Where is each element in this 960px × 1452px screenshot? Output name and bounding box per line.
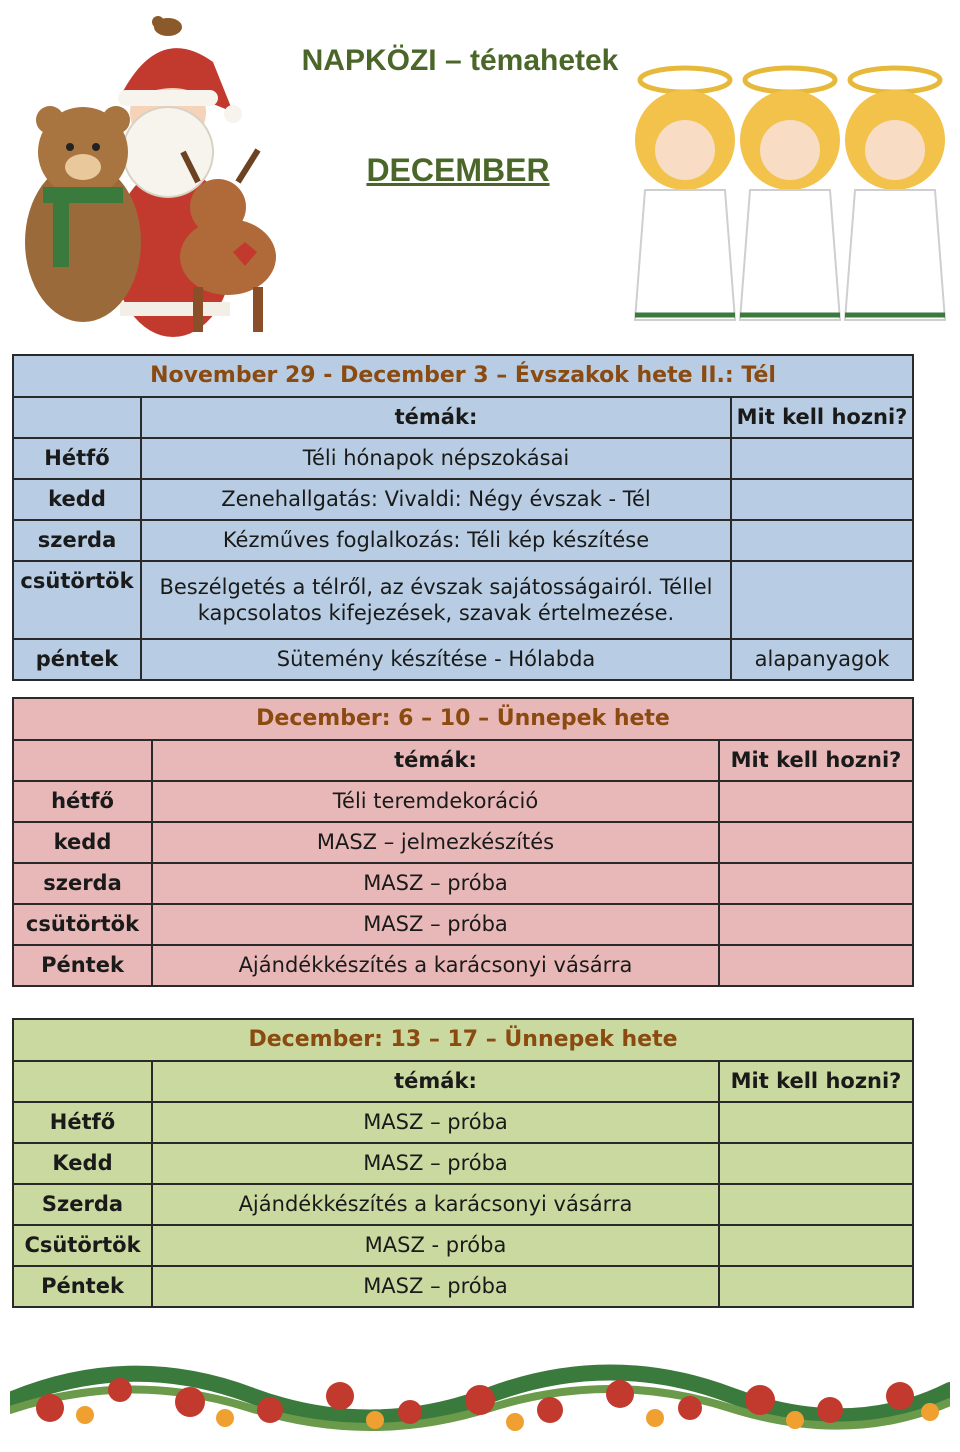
table-row — [13, 639, 913, 680]
day-cell: hétfő — [13, 781, 152, 822]
week-table-1 — [12, 354, 914, 681]
topic-cell: Téli hónapok népszokásai — [141, 438, 731, 479]
table-row — [13, 781, 913, 822]
christmas-garland-illustration — [10, 1330, 950, 1445]
bring-cell — [719, 1184, 913, 1225]
topics-header: témák: — [152, 740, 719, 781]
table-row — [13, 479, 913, 520]
bring-cell — [731, 561, 913, 639]
week-heading: December: 6 – 10 – Ünnepek hete — [13, 698, 913, 740]
week-heading: November 29 - December 3 – Évszakok hete II.: Tél — [13, 355, 913, 397]
day-cell: péntek — [13, 639, 141, 680]
topic-cell: MASZ – próba — [152, 904, 719, 945]
table-row — [13, 1143, 913, 1184]
week-heading: December: 13 – 17 – Ünnepek hete — [13, 1019, 913, 1061]
bring-cell — [719, 945, 913, 986]
week-table-2 — [12, 697, 914, 987]
table-row — [13, 945, 913, 986]
topic-cell: Sütemény készítése - Hólabda — [141, 639, 731, 680]
table-row — [13, 1102, 913, 1143]
bring-cell — [731, 479, 913, 520]
topic-cell: MASZ – jelmezkészítés — [152, 822, 719, 863]
bring-cell — [719, 1266, 913, 1307]
page-title: NAPKÖZI – témahetek — [301, 44, 619, 77]
table-cell — [13, 740, 152, 781]
bring-cell: alapanyagok — [731, 639, 913, 680]
day-cell: csütörtök — [13, 561, 141, 639]
three-angels-illustration — [625, 50, 955, 330]
bring-cell — [719, 1143, 913, 1184]
topic-cell: Ajándékkészítés a karácsonyi vásárra — [152, 945, 719, 986]
topic-cell: MASZ – próba — [152, 1143, 719, 1184]
day-cell: Kedd — [13, 1143, 152, 1184]
bring-cell — [719, 904, 913, 945]
topic-cell: Kézműves foglalkozás: Téli kép készítése — [141, 520, 731, 561]
day-cell: Hétfő — [13, 438, 141, 479]
day-cell: Péntek — [13, 1266, 152, 1307]
week-table-3 — [12, 1018, 914, 1308]
table-row — [13, 822, 913, 863]
table-row — [13, 1184, 913, 1225]
bring-header: Mit kell hozni? — [719, 740, 913, 781]
topics-header: témák: — [141, 397, 731, 438]
table-row — [13, 438, 913, 479]
topic-cell: Téli teremdekoráció — [152, 781, 719, 822]
day-cell: kedd — [13, 822, 152, 863]
topics-header: témák: — [152, 1061, 719, 1102]
topic-cell: Zenehallgatás: Vivaldi: Négy évszak - Tél — [141, 479, 731, 520]
day-cell: kedd — [13, 479, 141, 520]
bring-cell — [719, 1102, 913, 1143]
table-row — [13, 561, 913, 639]
bring-cell — [719, 863, 913, 904]
day-cell: szerda — [13, 520, 141, 561]
santa-bear-reindeer-illustration — [8, 2, 298, 347]
table-cell — [13, 1061, 152, 1102]
topic-cell: Ajándékkészítés a karácsonyi vásárra — [152, 1184, 719, 1225]
day-cell: csütörtök — [13, 904, 152, 945]
table-row — [13, 863, 913, 904]
day-cell: Hétfő — [13, 1102, 152, 1143]
bring-header: Mit kell hozni? — [719, 1061, 913, 1102]
month-heading: DECEMBER — [366, 152, 550, 188]
table-row — [13, 1266, 913, 1307]
table-row — [13, 904, 913, 945]
topic-cell: Beszélgetés a télről, az évszak sajátosságairól. Téllel kapcsolatos kifejezések, szavak értelmezése. — [141, 561, 731, 639]
day-cell: Szerda — [13, 1184, 152, 1225]
topic-cell: MASZ – próba — [152, 1266, 719, 1307]
bring-cell — [731, 520, 913, 561]
day-cell: Csütörtök — [13, 1225, 152, 1266]
bring-cell — [719, 781, 913, 822]
day-cell: szerda — [13, 863, 152, 904]
bring-cell — [719, 1225, 913, 1266]
table-row — [13, 520, 913, 561]
bring-cell — [731, 438, 913, 479]
topic-cell: MASZ - próba — [152, 1225, 719, 1266]
table-cell — [13, 397, 141, 438]
day-cell: Péntek — [13, 945, 152, 986]
topic-cell: MASZ – próba — [152, 863, 719, 904]
table-row — [13, 1225, 913, 1266]
bring-header: Mit kell hozni? — [731, 397, 913, 438]
topic-cell: MASZ – próba — [152, 1102, 719, 1143]
bring-cell — [719, 822, 913, 863]
